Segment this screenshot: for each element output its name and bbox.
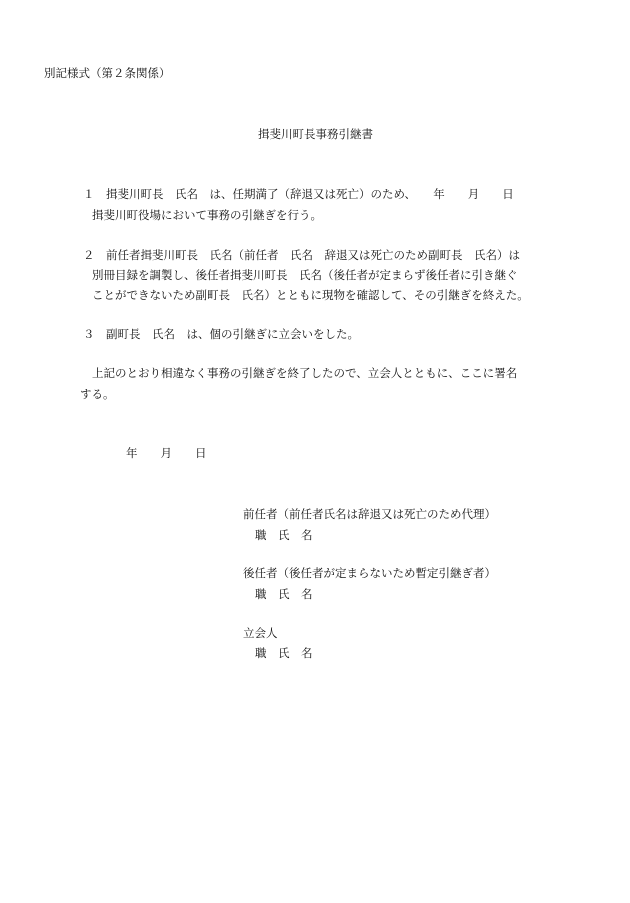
item-2-line-1: ２ 前任者揖斐川町長 氏名（前任者 氏名 辞退又は死亡のため副町長 氏名）は [83, 248, 520, 262]
form-label: 別記様式（第２条関係） [44, 66, 171, 80]
witness-name-line: 職 氏 名 [255, 646, 313, 660]
item-1-line-1: １ 揖斐川町長 氏名 は、任期満了（辞退又は死亡）のため、 年 月 日 [83, 187, 514, 201]
closing-line-1: 上記のとおり相違なく事務の引継ぎを終了したので、立会人とともに、ここに署名 [92, 366, 518, 380]
witness-label: 立会人 [243, 626, 278, 640]
item-2-line-3: ことができないため副町長 氏名）とともに現物を確認して、その引継ぎを終えた。 [92, 288, 529, 302]
date-line: 年 月 日 [126, 446, 207, 460]
item-3-line-1: ３ 副町長 氏名 は、個の引継ぎに立会いをした。 [83, 327, 359, 341]
item-1-line-2: 揖斐川町役場において事務の引継ぎを行う。 [92, 208, 322, 222]
predecessor-label: 前任者（前任者氏名は辞退又は死亡のため代理） [243, 507, 496, 521]
successor-label: 後任者（後任者が定まらないため暫定引継ぎ者） [243, 566, 496, 580]
document-title: 揖斐川町長事務引継書 [258, 127, 373, 141]
item-2-line-2: 別冊目録を調製し、後任者揖斐川町長 氏名（後任者が定まらず後任者に引き継ぐ [92, 268, 518, 282]
closing-line-2: する。 [80, 387, 115, 401]
successor-name-line: 職 氏 名 [255, 587, 313, 601]
predecessor-name-line: 職 氏 名 [255, 528, 313, 542]
